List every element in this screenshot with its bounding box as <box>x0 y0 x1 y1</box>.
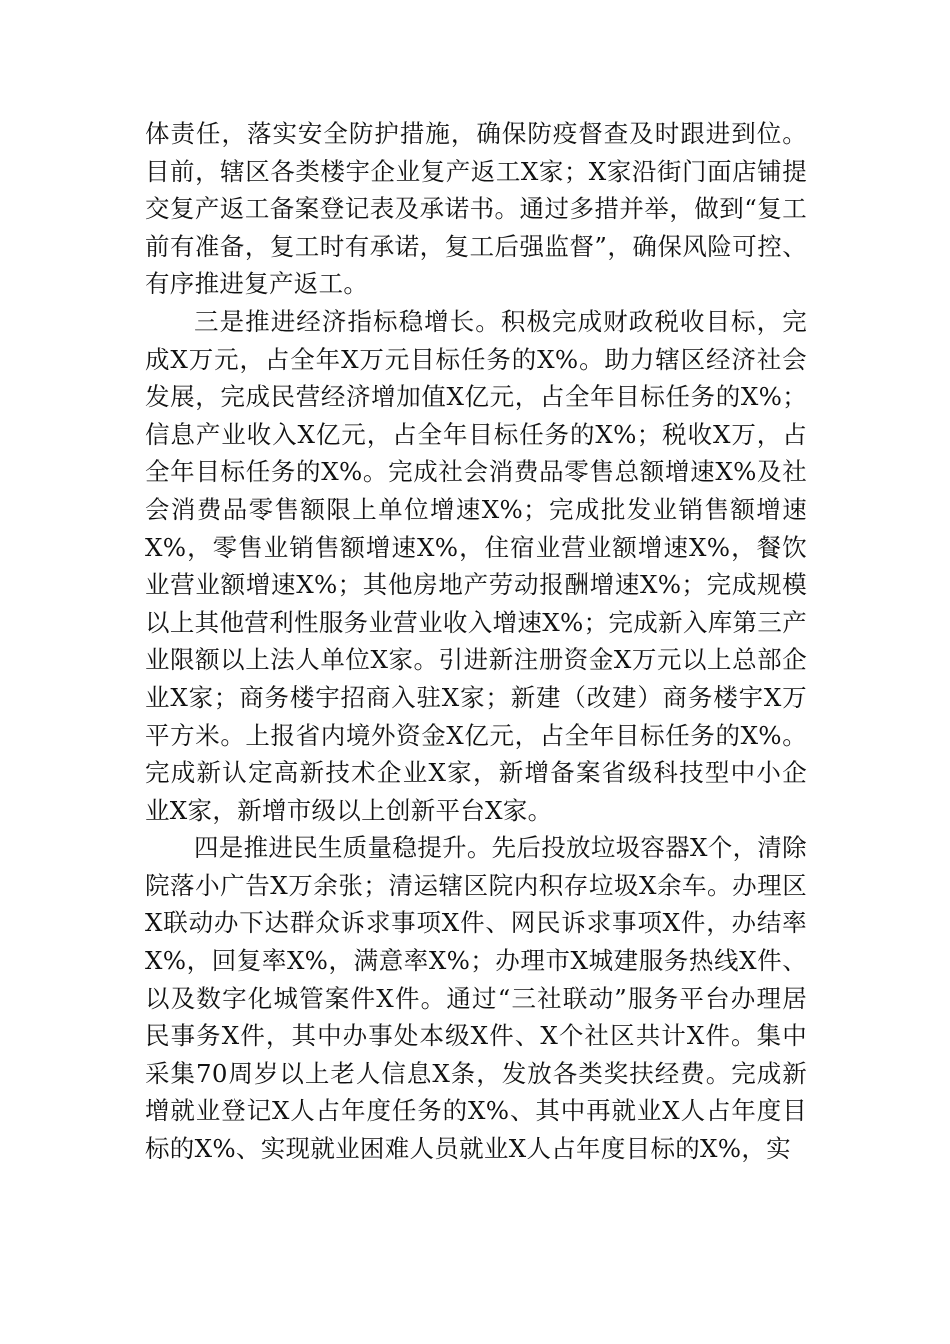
document-body <box>145 115 807 1168</box>
paragraph-livelihood-quality: 四是推进民生质量稳提升。先后投放垃圾容器X个，清除院落小广告X万余张；清运辖区院内积存垃圾X余车。办理区X联动办下达群众诉求事项X件、网民诉求事项X件，办结率X%，回复率X%，满意率X%；办理市X城建服务热线X件、以及数字化城管案件X件。通过“三社联动”服务平台办理居民事务X件，其中办事处本级X件、X个社区共计X件。集中采集70周岁以上老人信息X条，发放各类奖扶经费。完成新增就业登记X人占年度任务的X%、其中再就业X人占年度目标的X%、实现就业困难人员就业X人占年度目标的X%，实 <box>145 833 807 1164</box>
paragraph-economic-indicators: 三是推进经济指标稳增长。积极完成财政税收目标，完成X万元，占全年X万元目标任务的X%。助力辖区经济社会发展，完成民营经济增加值X亿元，占全年目标任务的X%；信息产业收入X亿元，占全年目标任务的X%；税收X万，占全年目标任务的X%。完成社会消费品零售总额增速X%及社会消费品零售额限上单位增速X%；完成批发业销售额增速X%，零售业销售额增速X%，住宿业营业额增速X%，餐饮业营业额增速X%；其他房地产劳动报酬增速X%；完成规模以上其他营利性服务业营业收入增速X%；完成新入库第三产业限额以上法人单位X家。引进新注册资金X万元以上总部企业X家；商务楼宇招商入驻X家；新建（改建）商务楼宇X万平方米。上报省内境外资金X亿元，占全年目标任务的X%。完成新认定高新技术企业X家，新增备案省级科技型中小企业X家，新增市级以上创新平台X家。 <box>145 306 807 825</box>
paragraph-continuation: 体责任，落实安全防护措施，确保防疫督查及时跟进到位。目前，辖区各类楼宇企业复产返工X家；X家沿街门面店铺提交复产返工备案登记表及承诺书。通过多措并举，做到“复工前有准备，复工时有承诺，复工后强监督”，确保风险可控、有序推进复产返工。 <box>145 119 807 299</box>
